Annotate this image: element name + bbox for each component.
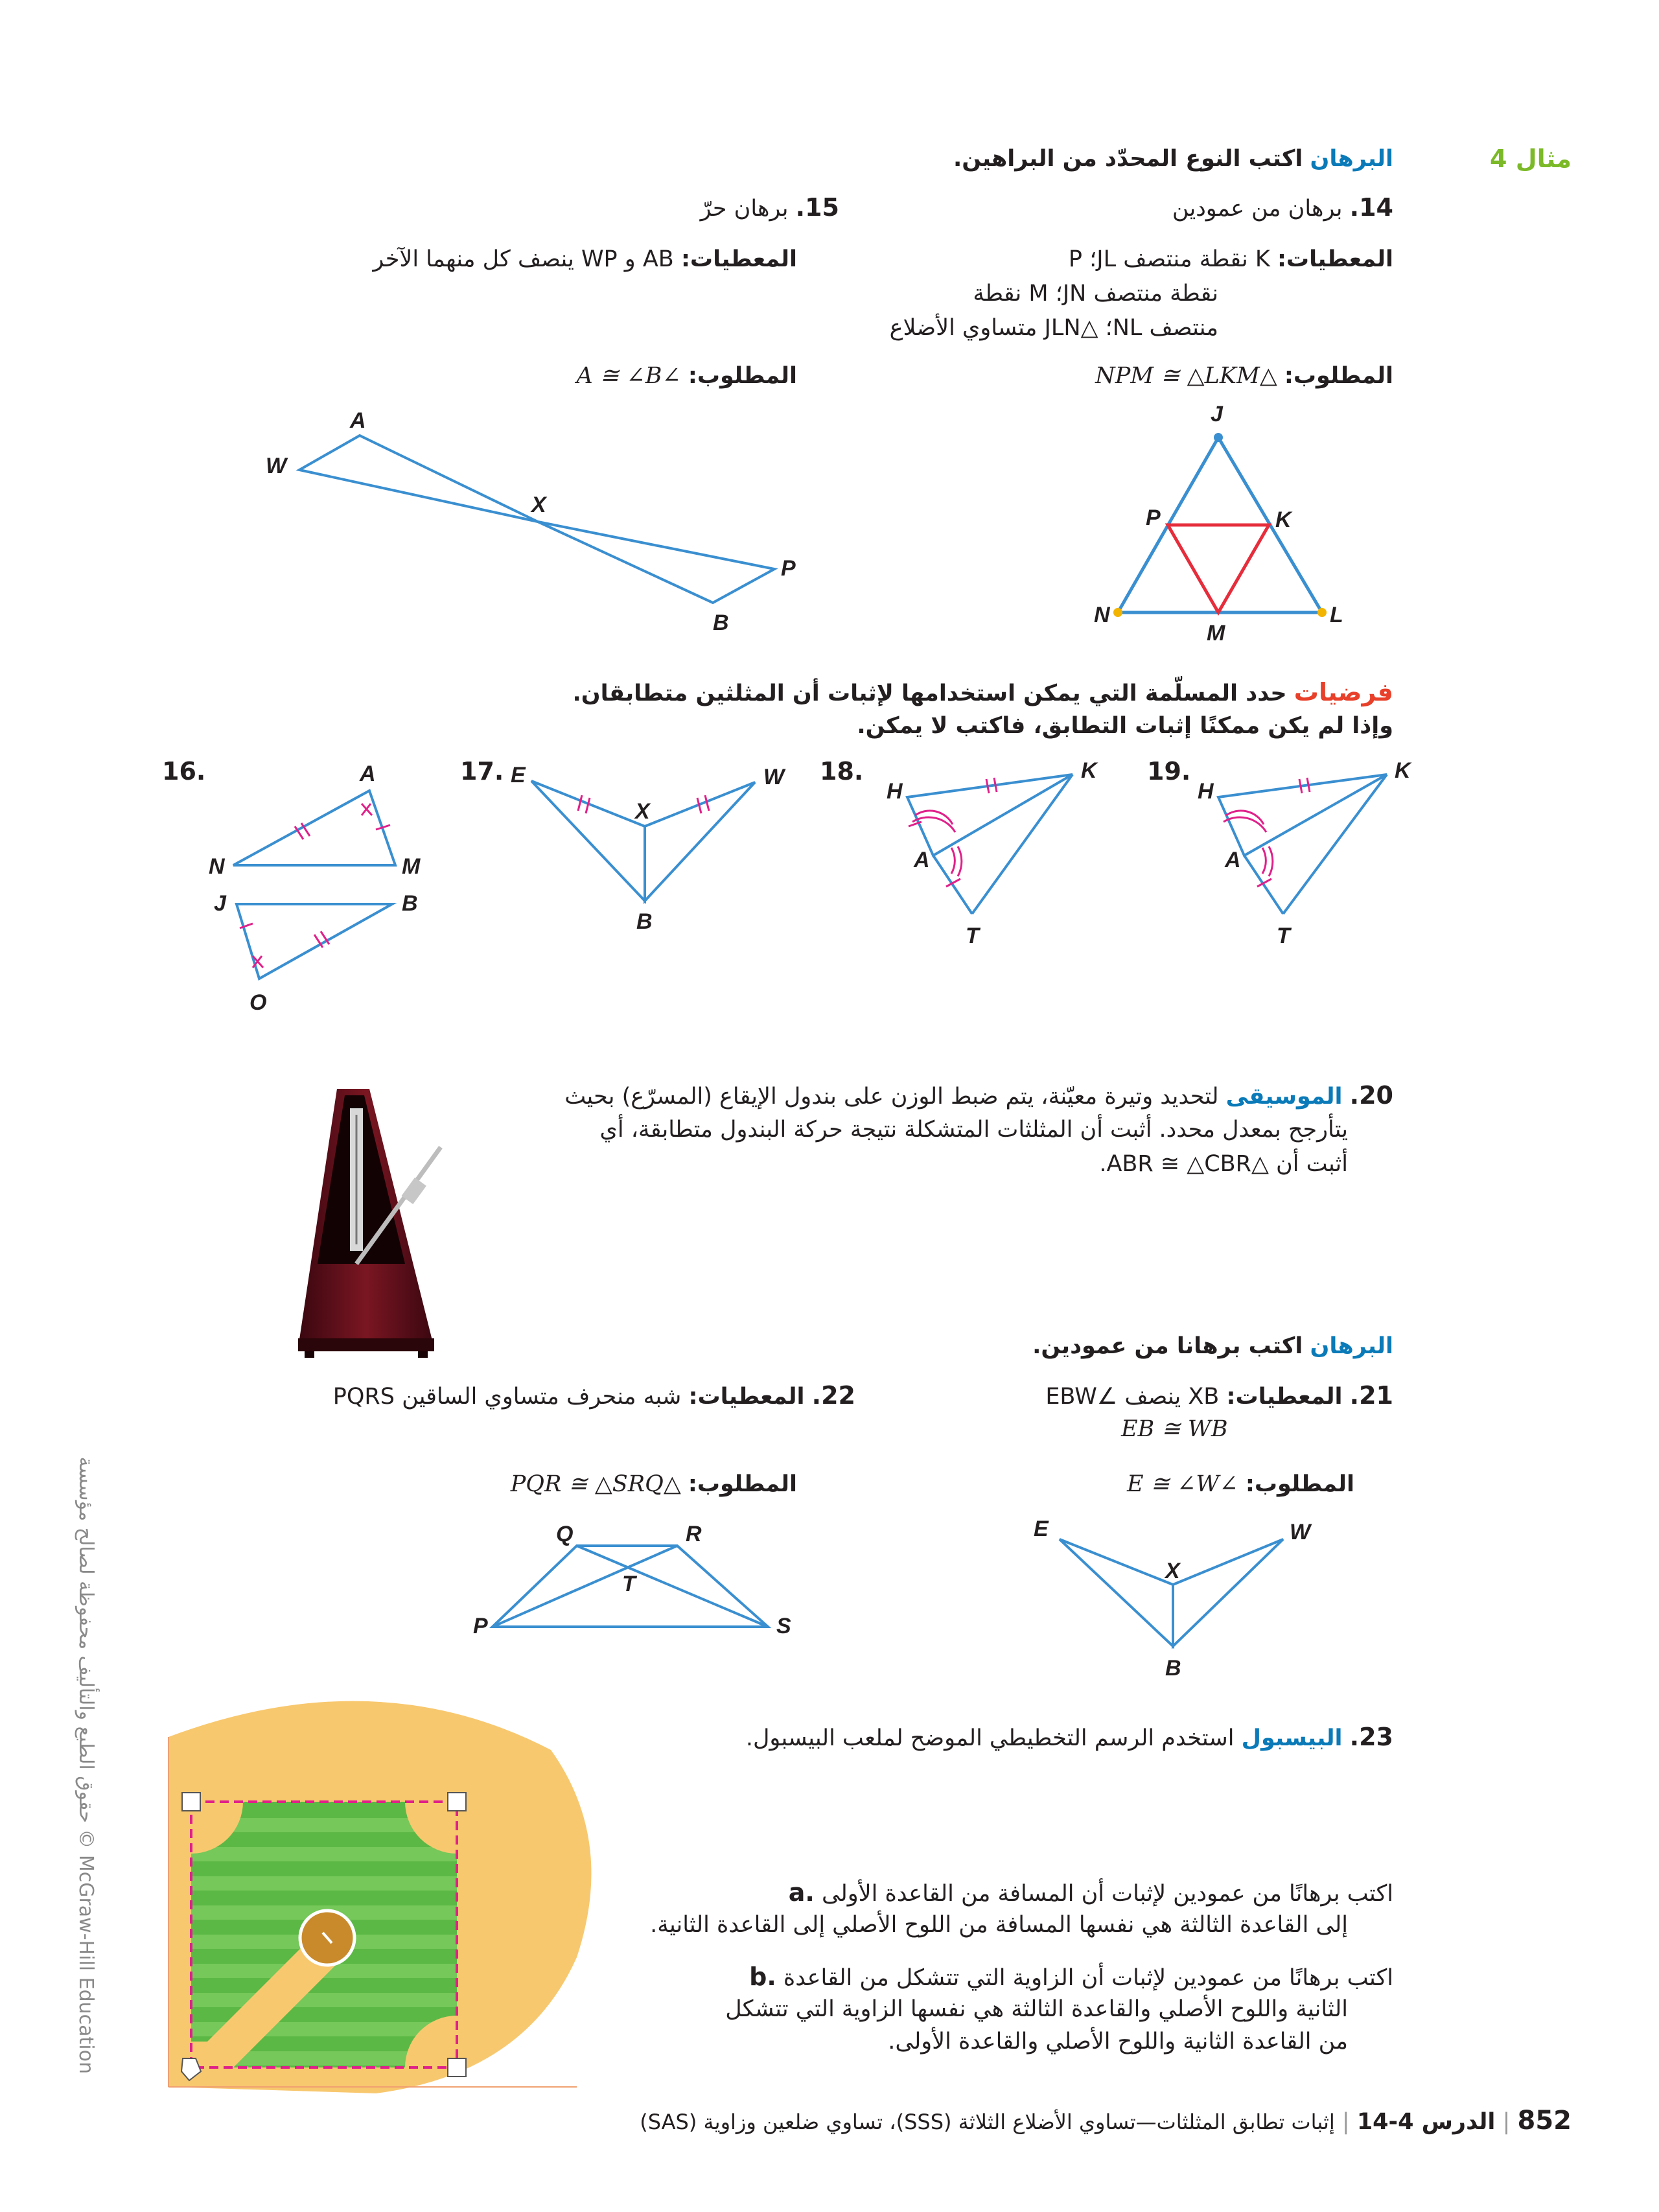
ex15-title [701,191,839,225]
ex14-title [1172,191,1393,225]
ex23-text: استخدم الرسم التخطيطي الموضح لملعب البيسبول. [745,1725,1235,1751]
ex14-title-text: برهان من عمودين [1172,196,1343,222]
footer [640,2104,1572,2138]
proof2-instruction: اكتب برهانا من عمودين. [1032,1333,1303,1359]
ex20-line2: يتأرجح بمعدل محدد. أثبت أن المثلثات المتشكلة نتيجة حركة البندول متطابقة، أي [599,1117,1348,1143]
footer-title: إثبات تطابق المثلثات—تساوي الأضلاع الثلاثة (SSS)، تساوي ضلعين وزاوية (SAS) [640,2110,1335,2134]
fig16-triangle-upper [233,791,395,865]
ex14-prove [1095,360,1393,392]
footer-separator-1: | [1495,2109,1511,2135]
fig15-label-W: W [266,454,287,478]
fig22-label-Q: Q [556,1522,574,1546]
hypotheses-keyword: فرضيات [1294,678,1393,706]
fig21-label-W: W [1290,1520,1311,1544]
fig15-triangle-left [299,436,538,522]
ex21-prove-label: المطلوب: [1245,1471,1354,1497]
fig19-triangle-HKA [1218,774,1387,856]
fig22-diagonal-PR [493,1546,677,1627]
ex23-a-text-1: اكتب برهانًا من عمودين لإثبات أن المسافة من القاعدة الأولى [821,1881,1393,1907]
ex21-prove-text: ∠E ≅ ∠W [1126,1471,1238,1497]
fig18-segment-AT [933,856,972,914]
ex14-given-line3: منتصف NL؛ △JLN متساوي الأضلاع [889,315,1218,341]
ex23-b-text-1: اكتب برهانًا من عمودين لإثبات أن الزاوية التي تتشكل من القاعدة [783,1965,1393,1991]
ex22-given-text: شبه منحرف متساوي الساقين PQRS [332,1384,682,1410]
ex14-prove-text: △NPM ≅ △LKM [1095,363,1277,389]
fig18-label-K: K [1081,758,1097,783]
ex20-keyword: الموسيقى [1225,1084,1343,1110]
fig18-label-A: A [914,848,930,872]
footer-lesson: الدرس 4-14 [1356,2109,1496,2135]
fig16-label-A: A [360,762,376,786]
ex20-text-1: لتحديد وتيرة معيّنة، يتم ضبط الوزن على بندول الإيقاع (المسرّع) بحيث [564,1084,1219,1110]
fig22-diagonal-QS [577,1546,768,1627]
ex23-a-line1 [789,1876,1393,1910]
fig19-segment-AT [1244,856,1283,914]
ex21-prove [1127,1468,1354,1500]
fig15-label-P: P [781,556,796,581]
fig15-label-A: A [350,408,366,433]
fig16-label-J: J [214,891,226,916]
ex21-given-label: المعطيات: [1226,1384,1343,1410]
hypotheses-line2: وإذا لم يكن ممكنًا إثبات التطابق، فاكتب لا يمكن. [857,713,1393,739]
ex23-keyword: البيسبول [1241,1725,1343,1751]
fig15-label-X: X [531,493,546,517]
fig16-label-B: B [402,891,418,916]
fig14-label-N: N [1094,603,1110,627]
metronome-image [285,1076,467,1361]
ex23-number: 23. [1349,1723,1393,1751]
hypotheses-line1 [572,676,1393,710]
ex23-b-line2: الثانية واللوح الأصلي والقاعدة الثالثة هي نفسها الزاوية التي تتشكل [725,1996,1348,2022]
fig19-label-H: H [1198,779,1214,804]
ex22-number: 22. [811,1381,855,1410]
figure-21-triangles [1024,1510,1322,1692]
ex14-given-1: K نقطة منتصف JL؛ P [1068,246,1270,272]
fig16-tick-marks [240,804,390,968]
fig19-label-A: A [1225,848,1241,872]
fig14-inner-triangle [1168,525,1269,612]
proof-heading [953,143,1393,175]
fig19-segment-KT [1283,774,1387,914]
fig16-label-N: N [209,854,225,879]
ex14-prove-label: المطلوب: [1284,363,1393,389]
fig21-triangle-right [1173,1539,1283,1646]
ex15-given-text: AB و WP ينصف كل منهما الآخر [373,246,674,272]
figure-16-triangles [201,758,434,1018]
fig21-label-E: E [1034,1517,1049,1541]
ex15-prove-text: ∠A ≅ ∠B [576,363,681,389]
ex14-given [1069,243,1393,275]
figure-19-triangles [1186,752,1432,959]
ex18-number: 18. [820,757,864,786]
ex22-prove-text: △PQR ≅ △SRQ [510,1471,681,1497]
fig17-label-W: W [763,765,785,789]
fig22-label-R: R [686,1522,702,1546]
fig18-segment-KT [972,774,1073,914]
fig15-triangle-right [538,522,774,603]
fig14-label-K: K [1275,507,1292,532]
ex14-given-label: المعطيات: [1277,246,1393,272]
second-base [182,1793,200,1811]
ex22-given-label: المعطيات: [688,1384,805,1410]
ex20-line3: أثبت أن △ABR ≅ △CBR. [1099,1151,1348,1177]
fig16-label-M: M [402,854,421,879]
fig17-label-X: X [635,799,650,824]
copyright-sidenote: McGraw-Hill Education © حقوق الطبع والتأليف محفوظة لصالح مؤسسة [75,1456,97,2074]
ex22-prove [511,1468,797,1500]
ex15-number: 15. [795,193,839,222]
ex21-given-2: EB ≅ WB [1121,1416,1228,1442]
ex14-number: 14. [1349,193,1393,222]
ex15-prove [577,360,797,392]
fig14-point-J [1214,433,1223,442]
first-base [448,1793,466,1811]
figure-22-trapezoid [467,1517,804,1646]
footer-separator-2: | [1334,2109,1350,2135]
figure-18-triangles [875,752,1121,959]
fig14-point-N [1113,608,1122,617]
fig19-label-K: K [1395,758,1411,783]
ex23-a-line2: إلى القاعدة الثالثة هي نفسها المسافة من اللوح الأصلي إلى القاعدة الثانية. [650,1912,1348,1938]
fig21-label-X: X [1165,1559,1180,1583]
fig18-label-H: H [887,779,903,804]
ex20-number: 20. [1349,1081,1393,1110]
fig14-label-M: M [1207,621,1225,646]
fig14-label-P: P [1146,506,1161,530]
fig17-triangle-right [645,782,755,901]
ex23-b-line1 [749,1961,1393,1994]
figure-17-triangles [499,755,810,943]
figure-15-bowtie [259,395,823,648]
ex16-number: 16. [162,757,206,786]
ex15-prove-label: المطلوب: [688,363,797,389]
example-label [1490,143,1572,176]
ex21-given-1: XB ينصف ∠EBW [1045,1384,1220,1410]
proof-instruction: اكتب النوع المحدّد من البراهين. [953,146,1303,172]
ex22-prove-label: المطلوب: [688,1471,797,1497]
ex15-title-text: برهان حرّ [700,196,789,222]
fig16-triangle-lower [237,904,392,979]
fig14-label-L: L [1330,603,1343,627]
fig14-point-L [1317,608,1327,617]
fig17-triangle-left [531,781,645,901]
ex23-line [746,1721,1393,1754]
fig18-triangle-HKA [907,774,1073,856]
proof2-heading [1032,1330,1393,1362]
fig14-label-J: J [1211,402,1223,426]
proof2-keyword: البرهان [1310,1333,1393,1359]
fig15-label-B: B [713,611,729,635]
figure-14-triangle [1076,402,1374,648]
baseball-field-diagram [162,1672,603,2113]
fig16-label-O: O [249,990,267,1015]
third-base [448,2058,466,2077]
proof-keyword: البرهان [1310,146,1393,172]
fig17-label-B: B [636,909,653,934]
ex23-b-label: b. [749,1962,776,1991]
hypotheses-text-1: حدد المسلّمة التي يمكن استخدامها لإثبات أن المثلثين متطابقان. [572,681,1287,706]
ex23-a-label: a. [788,1878,815,1907]
ex20-line1 [564,1079,1393,1113]
ex15-given [373,243,797,275]
fig18-label-T: T [966,924,979,948]
fig21-label-B: B [1165,1656,1181,1681]
ex21-number: 21. [1349,1381,1393,1410]
ex23-b-line3: من القاعدة الثانية واللوح الأصلي والقاعدة الأولى. [888,2029,1348,2055]
ex21-given [1045,1379,1393,1413]
example-number: مثال 4 [1490,145,1572,173]
ex14-given-line2: نقطة منتصف JN؛ M نقطة [973,281,1218,307]
fig22-label-S: S [776,1614,791,1638]
ex15-given-label: المعطيات: [680,246,797,272]
fig22-label-T: T [622,1572,636,1596]
fig22-label-P: P [473,1614,488,1638]
ex22-given [333,1379,855,1413]
ex19-number: 19. [1147,757,1191,786]
fig17-label-E: E [511,763,526,787]
fig19-label-T: T [1277,924,1290,948]
fig21-triangle-left [1060,1539,1173,1646]
ex17-number: 17. [460,757,504,786]
footer-page-number: 852 [1517,2106,1572,2136]
